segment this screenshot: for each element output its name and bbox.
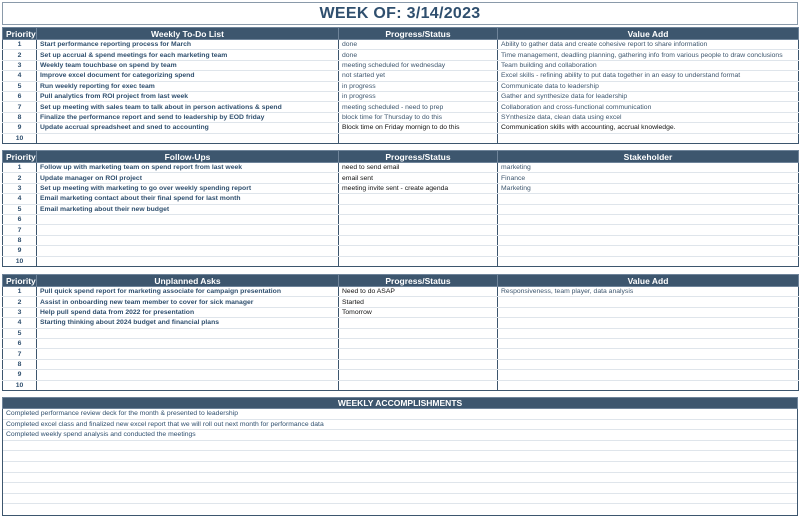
priority-cell[interactable]: 6 (3, 91, 37, 101)
task-cell[interactable] (37, 235, 339, 245)
status-cell[interactable] (339, 359, 498, 369)
accomplishment-item[interactable]: Completed weekly spend analysis and conducted the meetings (3, 430, 797, 441)
table-row (3, 133, 799, 143)
task-cell[interactable]: Weekly team touchbase on spend by team (37, 60, 339, 70)
priority-header: Priority (3, 28, 37, 40)
priority-header: Priority (3, 151, 37, 163)
progress-status-header: Progress/Status (339, 275, 498, 287)
accomplishment-item[interactable] (3, 441, 797, 452)
task-cell[interactable]: Set up accrual & spend meetings for each marketing team (37, 50, 339, 60)
extra-cell[interactable]: SYnthesize data, clean data using excel (498, 112, 799, 122)
table-row (3, 102, 799, 112)
extra-cell[interactable] (498, 359, 799, 369)
accomplishment-item[interactable] (3, 473, 797, 484)
table-row (3, 112, 799, 122)
priority-cell[interactable]: 9 (3, 370, 37, 380)
priority-cell[interactable]: 6 (3, 214, 37, 224)
table-row (3, 328, 799, 338)
task-cell[interactable]: Email marketing about their new budget (37, 204, 339, 214)
table-row (3, 256, 799, 266)
extra-cell[interactable]: Finance (498, 173, 799, 183)
priority-cell[interactable]: 2 (3, 173, 37, 183)
table-row (3, 370, 799, 380)
task-cell[interactable]: Start performance reporting process for March (37, 40, 339, 50)
accomplishment-item[interactable]: Completed excel class and finalized new excel report that we will roll out next month for performance data (3, 420, 797, 431)
task-cell[interactable]: Pull quick spend report for marketing associate for campaign presentation (37, 287, 339, 297)
status-cell[interactable]: Need to do ASAP (339, 287, 498, 297)
todo-list-header: Weekly To-Do List (37, 28, 339, 40)
priority-cell[interactable]: 7 (3, 225, 37, 235)
progress-status-header: Progress/Status (339, 28, 498, 40)
priority-cell[interactable]: 10 (3, 256, 37, 266)
extra-cell[interactable] (498, 297, 799, 307)
extra-cell[interactable]: Team building and collaboration (498, 60, 799, 70)
table-row (3, 40, 799, 50)
status-cell[interactable] (339, 246, 498, 256)
weekly-todo-table (2, 27, 799, 144)
task-cell[interactable] (37, 246, 339, 256)
extra-cell[interactable]: Collaboration and cross-functional communication (498, 102, 799, 112)
table-row (3, 173, 799, 183)
task-cell[interactable] (37, 133, 339, 143)
table-row (3, 91, 799, 101)
extra-cell[interactable] (498, 307, 799, 317)
task-cell[interactable]: Pull analytics from ROI project from last week (37, 91, 339, 101)
accomplishment-item[interactable] (3, 462, 797, 473)
accomplishment-item[interactable]: Completed performance review deck for the month & presented to leadership (3, 409, 797, 420)
extra-cell[interactable] (498, 204, 799, 214)
accomplishment-item[interactable] (3, 504, 797, 515)
task-cell[interactable]: Update accrual spreadsheet and sned to accounting (37, 123, 339, 133)
priority-cell[interactable]: 7 (3, 349, 37, 359)
follow-ups-header: Follow-Ups (37, 151, 339, 163)
status-cell[interactable]: not started yet (339, 71, 498, 81)
task-cell[interactable] (37, 349, 339, 359)
table-row (3, 359, 799, 369)
extra-cell[interactable] (498, 370, 799, 380)
task-cell[interactable]: Starting thinking about 2024 budget and financial plans (37, 318, 339, 328)
extra-cell[interactable] (498, 380, 799, 390)
priority-cell[interactable]: 3 (3, 60, 37, 70)
status-cell[interactable]: Block time on Friday mornign to do this (339, 123, 498, 133)
priority-cell[interactable]: 3 (3, 183, 37, 193)
table-row (3, 183, 799, 193)
status-cell[interactable] (339, 380, 498, 390)
table-row (3, 225, 799, 235)
status-cell[interactable]: meeting invite sent - create agenda (339, 183, 498, 193)
status-cell[interactable] (339, 370, 498, 380)
table-row (3, 123, 799, 133)
table-row (3, 338, 799, 348)
task-cell[interactable] (37, 338, 339, 348)
status-cell[interactable] (339, 194, 498, 204)
priority-cell[interactable]: 8 (3, 235, 37, 245)
status-cell[interactable]: need to send email (339, 163, 498, 173)
extra-cell[interactable] (498, 318, 799, 328)
table-row (3, 318, 799, 328)
accomplishments-list (2, 409, 798, 516)
status-cell[interactable] (339, 235, 498, 245)
table-row (3, 71, 799, 81)
status-cell[interactable] (339, 214, 498, 224)
table-row (3, 81, 799, 91)
table-row (3, 194, 799, 204)
status-cell[interactable]: block time for Thursday to do this (339, 112, 498, 122)
status-cell[interactable] (339, 318, 498, 328)
table-row (3, 297, 799, 307)
stakeholder-header: Stakeholder (498, 151, 799, 163)
task-cell[interactable] (37, 214, 339, 224)
extra-cell[interactable]: Marketing (498, 183, 799, 193)
priority-cell[interactable]: 8 (3, 359, 37, 369)
priority-cell[interactable]: 2 (3, 50, 37, 60)
task-cell[interactable]: Finalize the performance report and send to leadership by EOD friday (37, 112, 339, 122)
table-row (3, 204, 799, 214)
table-row (3, 287, 799, 297)
weekly-accomplishments-header: WEEKLY ACCOMPLISHMENTS (2, 397, 798, 409)
status-cell[interactable] (339, 225, 498, 235)
extra-cell[interactable] (498, 225, 799, 235)
task-cell[interactable] (37, 225, 339, 235)
status-cell[interactable]: email sent (339, 173, 498, 183)
priority-cell[interactable]: 8 (3, 112, 37, 122)
status-cell[interactable] (339, 133, 498, 143)
priority-cell[interactable]: 7 (3, 102, 37, 112)
table-row (3, 349, 799, 359)
priority-cell[interactable]: 10 (3, 133, 37, 143)
priority-cell[interactable]: 4 (3, 318, 37, 328)
task-cell[interactable]: Run weekly reporting for exec team (37, 81, 339, 91)
task-cell[interactable]: Update manager on ROI project (37, 173, 339, 183)
extra-cell[interactable]: Communicate data to leadership (498, 81, 799, 91)
task-cell[interactable]: Improve excel document for categorizing spend (37, 71, 339, 81)
priority-cell[interactable]: 5 (3, 328, 37, 338)
extra-cell[interactable]: marketing (498, 163, 799, 173)
extra-cell[interactable]: Ability to gather data and create cohesive report to share information (498, 40, 799, 50)
status-cell[interactable]: meeting scheduled for wednesday (339, 60, 498, 70)
status-cell[interactable] (339, 256, 498, 266)
priority-cell[interactable]: 6 (3, 338, 37, 348)
extra-cell[interactable] (498, 235, 799, 245)
status-cell[interactable]: Tomorrow (339, 307, 498, 317)
priority-cell[interactable]: 2 (3, 297, 37, 307)
priority-header: Priority (3, 275, 37, 287)
task-cell[interactable] (37, 256, 339, 266)
extra-cell[interactable]: Time management, deadling planning, gathering info from various people to draw conclusions (498, 50, 799, 60)
table-row (3, 246, 799, 256)
task-cell[interactable]: Email marketing contact about their final spend for last month (37, 194, 339, 204)
status-cell[interactable]: meeting scheduled - need to prep (339, 102, 498, 112)
priority-cell[interactable]: 10 (3, 380, 37, 390)
extra-cell[interactable] (498, 338, 799, 348)
extra-cell[interactable]: Communication skills with accounting, accrual knowledge. (498, 123, 799, 133)
unplanned-asks-header: Unplanned Asks (37, 275, 339, 287)
week-title: WEEK OF: 3/14/2023 (2, 2, 798, 25)
table-row (3, 307, 799, 317)
unplanned-asks-table (2, 274, 799, 391)
status-cell[interactable] (339, 338, 498, 348)
status-cell[interactable] (339, 204, 498, 214)
task-cell[interactable]: Follow up with marketing team on spend report from last week (37, 163, 339, 173)
priority-cell[interactable]: 5 (3, 81, 37, 91)
status-cell[interactable]: done (339, 40, 498, 50)
priority-cell[interactable]: 4 (3, 71, 37, 81)
progress-status-header: Progress/Status (339, 151, 498, 163)
priority-cell[interactable]: 4 (3, 194, 37, 204)
priority-cell[interactable]: 9 (3, 123, 37, 133)
table-row (3, 50, 799, 60)
table-row (3, 60, 799, 70)
priority-cell[interactable]: 3 (3, 307, 37, 317)
extra-cell[interactable] (498, 349, 799, 359)
table-row (3, 163, 799, 173)
table-row (3, 380, 799, 390)
table-row (3, 235, 799, 245)
table-row (3, 214, 799, 224)
task-cell[interactable]: Set up meeting with sales team to talk about in person activations & spend (37, 102, 339, 112)
status-cell[interactable] (339, 328, 498, 338)
value-add-header: Value Add (498, 28, 799, 40)
status-cell[interactable]: in progress (339, 81, 498, 91)
status-cell[interactable]: Started (339, 297, 498, 307)
extra-cell[interactable] (498, 133, 799, 143)
accomplishment-item[interactable] (3, 483, 797, 494)
extra-cell[interactable] (498, 194, 799, 204)
priority-cell[interactable]: 1 (3, 40, 37, 50)
status-cell[interactable] (339, 349, 498, 359)
task-cell[interactable]: Help pull spend data from 2022 for presentation (37, 307, 339, 317)
priority-cell[interactable]: 1 (3, 163, 37, 173)
extra-cell[interactable]: Excel skills - refining ability to put data together in an easy to understand format (498, 71, 799, 81)
priority-cell[interactable]: 9 (3, 246, 37, 256)
extra-cell[interactable]: Responsiveness, team player, data analysis (498, 287, 799, 297)
extra-cell[interactable] (498, 256, 799, 266)
task-cell[interactable] (37, 370, 339, 380)
status-cell[interactable]: in progress (339, 91, 498, 101)
extra-cell[interactable]: Gather and synthesize data for leadership (498, 91, 799, 101)
priority-cell[interactable]: 5 (3, 204, 37, 214)
task-cell[interactable]: Assist in onboarding new team member to cover for sick manager (37, 297, 339, 307)
extra-cell[interactable] (498, 246, 799, 256)
task-cell[interactable] (37, 380, 339, 390)
task-cell[interactable] (37, 359, 339, 369)
follow-ups-table (2, 150, 799, 267)
priority-cell[interactable]: 1 (3, 287, 37, 297)
extra-cell[interactable] (498, 214, 799, 224)
accomplishment-item[interactable] (3, 494, 797, 505)
accomplishment-item[interactable] (3, 451, 797, 462)
value-add-header: Value Add (498, 275, 799, 287)
task-cell[interactable]: Set up meeting with marketing to go over weekly spending report (37, 183, 339, 193)
task-cell[interactable] (37, 328, 339, 338)
status-cell[interactable]: done (339, 50, 498, 60)
extra-cell[interactable] (498, 328, 799, 338)
